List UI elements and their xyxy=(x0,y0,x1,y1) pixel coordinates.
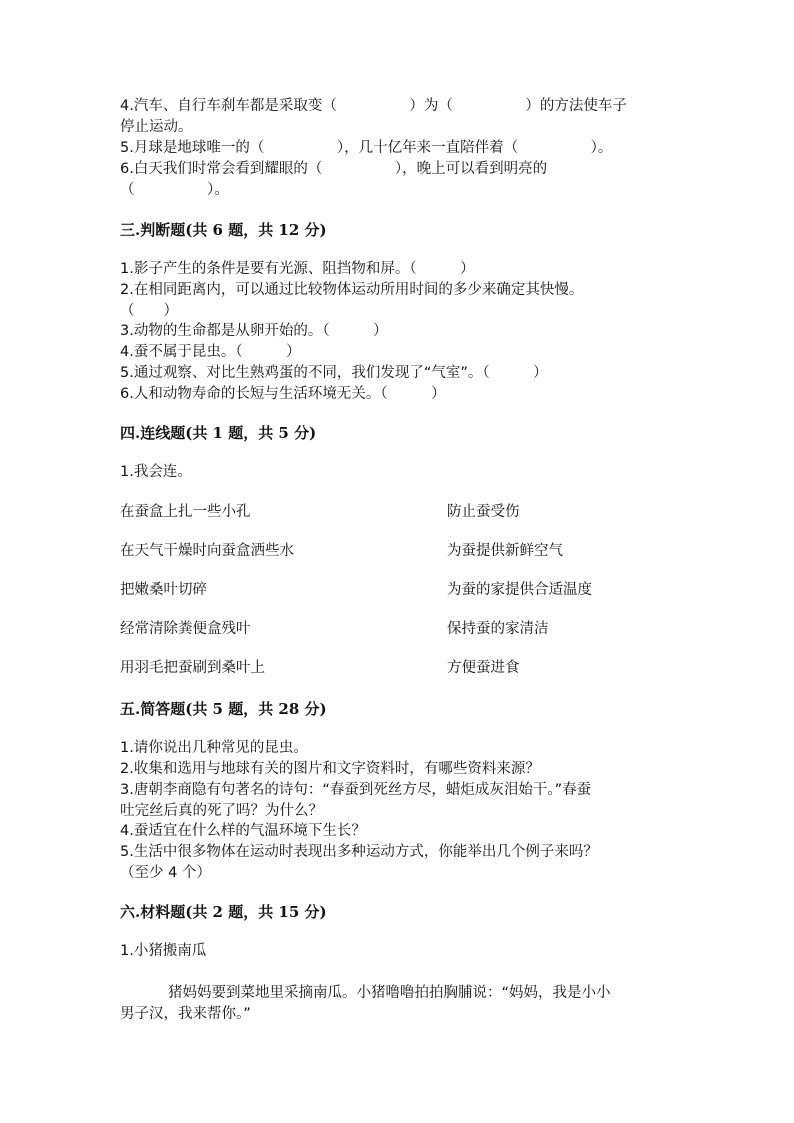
match-right-item: 为蚕的家提供合适温度 xyxy=(447,582,592,598)
fill-question-6-line-2: （ ）。 xyxy=(120,182,229,198)
match-left-item: 在天气干燥时向蚕盒洒些水 xyxy=(120,543,294,559)
judge-question-1: 1.影子产生的条件是要有光源、阻挡物和屏。（ ） xyxy=(120,261,475,277)
short-answer-question-3-line-1: 3.唐朝李商隐有句著名的诗句：“春蚕到死丝方尽，蜡炬成灰泪始干。”春蚕 xyxy=(120,782,592,798)
judge-question-5: 5.通过观察、对比生熟鸡蛋的不同，我们发现了“气室”。（ ） xyxy=(120,365,548,381)
match-right-item: 保持蚕的家清洁 xyxy=(447,621,549,637)
section-6-title: 六.材料题(共 2 题，共 15 分) xyxy=(120,903,327,921)
short-answer-question-1: 1.请你说出几种常见的昆虫。 xyxy=(120,740,308,756)
material-passage-line-1: 猪妈妈要到菜地里采摘南瓜。小猪噜噜拍拍胸脯说：“妈妈，我是小小 xyxy=(168,985,611,1001)
matching-question: 1.我会连。 xyxy=(120,464,192,480)
judge-question-3: 3.动物的生命都是从卵开始的。（ ） xyxy=(120,323,388,339)
material-question-1-title: 1.小猪搬南瓜 xyxy=(120,943,207,959)
fill-question-4-line-2: 停止运动。 xyxy=(120,119,193,135)
short-answer-question-3-line-2: 吐完丝后真的死了吗？为什么？ xyxy=(120,803,323,819)
match-left-item: 在蚕盒上扎一些小孔 xyxy=(120,504,251,520)
material-passage-line-2: 男子汉，我来帮你。” xyxy=(120,1006,251,1022)
section-5-title: 五.简答题(共 5 题，共 28 分) xyxy=(120,700,327,718)
judge-question-4: 4.蚕不属于昆虫。（ ） xyxy=(120,344,301,360)
section-3-title: 三.判断题(共 6 题，共 12 分) xyxy=(120,221,327,239)
short-answer-question-5-line-2: （至少 4 个） xyxy=(120,865,211,881)
fill-question-5: 5.月球是地球唯一的（ ），几十亿年来一直陪伴着（ ）。 xyxy=(120,140,613,156)
short-answer-question-5-line-1: 5.生活中很多物体在运动时表现出多种运动方式，你能举出几个例子来吗？ xyxy=(120,844,598,860)
match-right-item: 方便蚕进食 xyxy=(447,660,520,676)
match-right-item: 为蚕提供新鲜空气 xyxy=(447,543,563,559)
short-answer-question-4: 4.蚕适宜在什么样的气温环境下生长？ xyxy=(120,823,366,839)
section-4-title: 四.连线题(共 1 题，共 5 分) xyxy=(120,424,317,442)
fill-question-4-line-1: 4.汽车、自行车刹车都是采取变（ ）为（ ）的方法使车子 xyxy=(120,98,627,114)
judge-question-6: 6.人和动物寿命的长短与生活环境无关。（ ） xyxy=(120,386,446,402)
short-answer-question-2: 2.收集和选用与地球有关的图片和文字资料时，有哪些资料来源？ xyxy=(120,761,540,777)
judge-question-2-line-1: 2.在相同距离内，可以通过比较物体运动所用时间的多少来确定其快慢。 xyxy=(120,282,584,298)
judge-question-2-line-2: （ ） xyxy=(120,303,178,319)
match-right-item: 防止蚕受伤 xyxy=(447,504,520,520)
match-left-item: 把嫩桑叶切碎 xyxy=(120,582,207,598)
match-left-item: 用羽毛把蚕刷到桑叶上 xyxy=(120,660,265,676)
fill-question-6-line-1: 6.白天我们时常会看到耀眼的（ ），晚上可以看到明亮的 xyxy=(120,161,548,177)
match-left-item: 经常清除粪便盒残叶 xyxy=(120,621,251,637)
